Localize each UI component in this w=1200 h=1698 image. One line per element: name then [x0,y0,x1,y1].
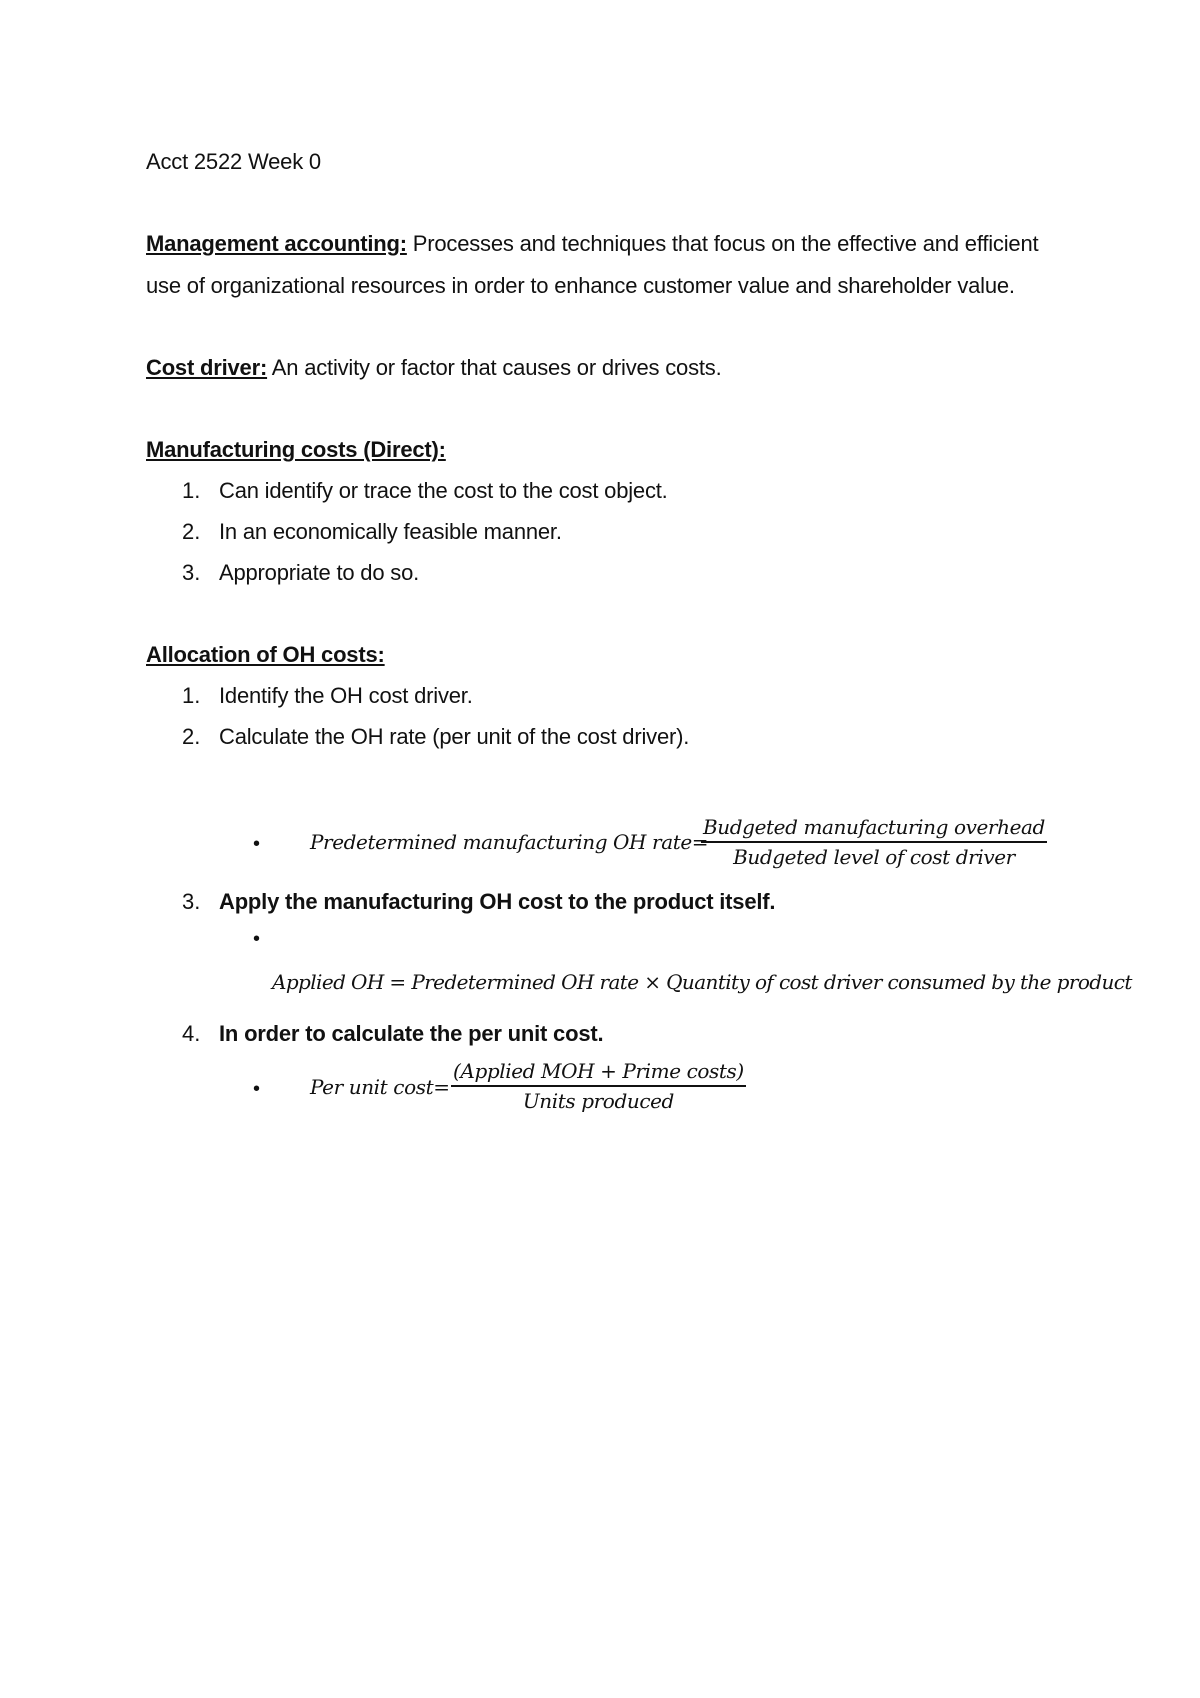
definition-cost-driver [146,354,722,382]
definition-text-continued: use of organizational resources in order to enhance customer value and shareholder value. [146,273,1015,298]
formula-unit-lhs: Per unit cost= [310,1075,450,1099]
formula-applied-oh: Applied OH = Predetermined OH rate × Quantity of cost driver consumed by the product [272,970,1132,994]
list-number: 1. [182,683,201,708]
list-number: 3. [182,560,201,585]
document-title: Acct 2522 Week 0 [146,149,321,174]
list-item: In an economically feasible manner. [219,519,562,544]
list-item: Apply the manufacturing OH cost to the product itself. [219,889,776,914]
bullet-icon: • [253,928,261,950]
list-number: 1. [182,478,201,503]
heading-manufacturing-costs: Manufacturing costs (Direct): [146,437,446,462]
term-cost-driver: Cost driver: [146,355,268,380]
list-number: 3. [182,889,201,914]
formula-rate-numerator: Budgeted manufacturing overhead [701,814,1047,843]
list-item: Can identify or trace the cost to the cost object. [219,478,668,503]
definition-management-accounting [146,230,1038,258]
definition-text: Processes and techniques that focus on the effective and efficient [406,231,1039,256]
list-item: Identify the OH cost driver. [219,683,473,708]
bullet-icon: • [253,833,261,855]
list-item: Calculate the OH rate (per unit of the cost driver). [219,724,690,749]
formula-rate-lhs: Predetermined manufacturing OH rate= [310,830,709,854]
formula-unit-fraction [451,1058,746,1114]
bullet-icon: • [253,1078,261,1100]
heading-allocation-of-oh-costs: Allocation of OH costs: [146,642,385,667]
definition-text: An activity or factor that causes or drives costs. [267,355,722,380]
list-number: 2. [182,519,201,544]
list-number: 4. [182,1021,201,1046]
list-item: Appropriate to do so. [219,560,420,585]
formula-unit-numerator: (Applied MOH + Prime costs) [451,1058,746,1087]
list-number: 2. [182,724,201,749]
list-item: In order to calculate the per unit cost. [219,1021,604,1046]
formula-unit-denominator: Units produced [522,1089,674,1113]
formula-rate-fraction [701,814,1047,870]
term-management-accounting: Management accounting: [146,231,407,256]
formula-rate-denominator: Budgeted level of cost driver [733,845,1015,869]
